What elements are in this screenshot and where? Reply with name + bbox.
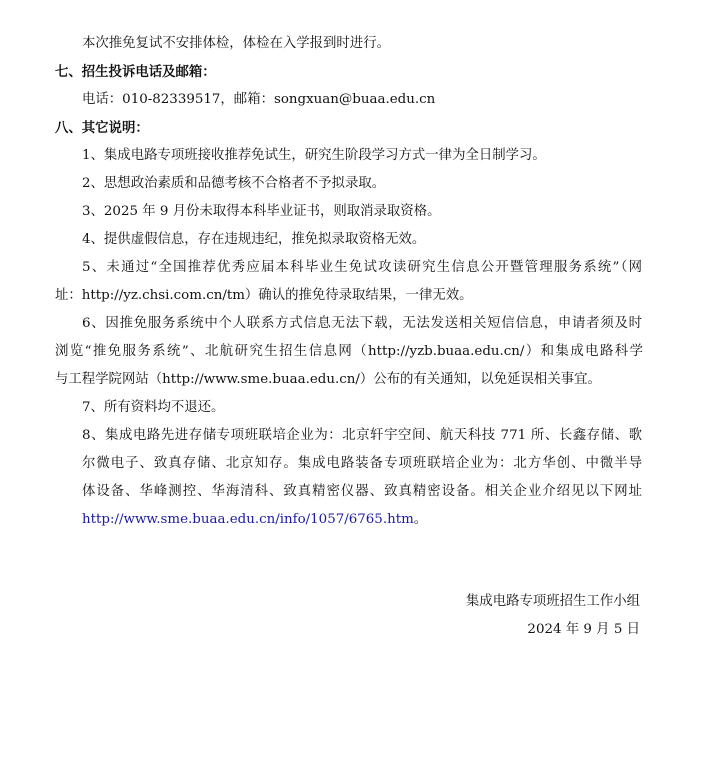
item-6-line-3: 与工程学院网站（http://www.sme.buaa.edu.cn/）公布的有关通知，以免延误相关事宜。 bbox=[55, 372, 601, 387]
item-5-line-1: 5、未通过“全国推荐优秀应届本科毕业生免试攻读研究生信息公开暨管理服务系统”（网 bbox=[82, 260, 642, 275]
item-6-line-1: 6、因推免服务系统中个人联系方式信息无法下载，无法发送相关短信信息，申请者须及时 bbox=[82, 316, 642, 331]
link-tail: 。 bbox=[413, 512, 428, 527]
section-8-heading: 八、其它说明： bbox=[55, 120, 149, 136]
item-1: 1、集成电路专项班接收推荐免试生，研究生阶段学习方式一律为全日制学习。 bbox=[82, 148, 546, 163]
signature-org: 集成电路专项班招生工作小组 bbox=[465, 594, 640, 609]
item-6-line-2: 浏览“推免服务系统”、北航研究生招生信息网（http://yzb.buaa.edu.cn/）和集成电路科学 bbox=[55, 344, 643, 359]
item-8-line-1: 8、集成电路先进存储专项班联培企业为：北京轩宇空间、航天科技 771 所、长鑫存储、歌 bbox=[82, 428, 642, 443]
item-8-line-2: 尔微电子、致真存储、北京知存。集成电路装备专项班联培企业为：北方华创、中微半导 bbox=[82, 456, 642, 471]
item-3: 3、2025 年 9 月份未取得本科毕业证书，则取消录取资格。 bbox=[82, 204, 441, 219]
item-8-line-4 bbox=[82, 511, 427, 529]
contact-line: 电话：010-82339517，邮箱：songxuan@buaa.edu.cn bbox=[82, 92, 436, 107]
item-7: 7、所有资料均不退还。 bbox=[82, 400, 225, 415]
signature-date: 2024 年 9 月 5 日 bbox=[527, 622, 640, 637]
item-8-line-3: 体设备、华峰测控、华海清科、致真精密仪器、致真精密设备。相关企业介绍见以下网址 bbox=[82, 484, 642, 499]
intro-line: 本次推免复试不安排体检，体检在入学报到时进行。 bbox=[82, 36, 390, 51]
section-7-heading: 七、招生投诉电话及邮箱： bbox=[55, 64, 216, 80]
item-4: 4、提供虚假信息，存在违规违纪，推免拟录取资格无效。 bbox=[82, 232, 426, 247]
enterprise-info-link[interactable]: http://www.sme.buaa.edu.cn/info/1057/6765.htm bbox=[82, 512, 414, 527]
item-2: 2、思想政治素质和品德考核不合格者不予拟录取。 bbox=[82, 176, 386, 191]
item-5-line-2: 址：http://yz.chsi.com.cn/tm）确认的推免待录取结果，一律无效。 bbox=[55, 288, 473, 303]
